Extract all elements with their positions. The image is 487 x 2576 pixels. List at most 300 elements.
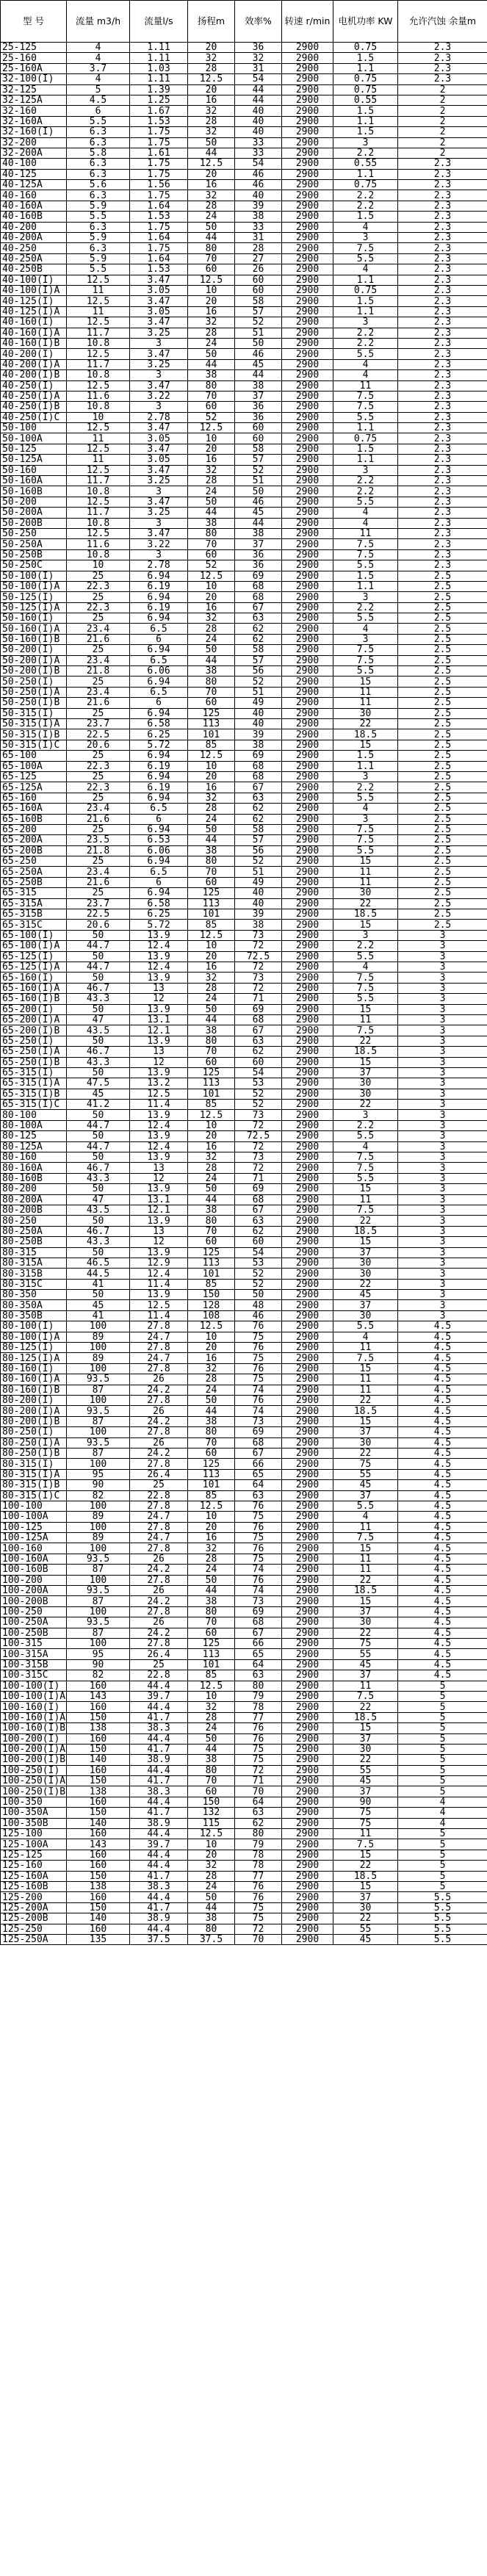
head-m-cell: 16 xyxy=(188,180,235,190)
npsh-m-cell: 3 xyxy=(398,962,487,972)
motor-power-kw-cell: 45 xyxy=(333,1290,398,1300)
flow-m3h-cell: 25 xyxy=(67,571,130,581)
head-m-cell: 44 xyxy=(188,1744,235,1754)
model-cell: 40-160(I) xyxy=(1,317,67,328)
efficiency-pct-cell: 46 xyxy=(235,349,282,359)
table-row xyxy=(1,1448,487,1458)
efficiency-pct-cell: 78 xyxy=(235,1702,282,1712)
speed-rpm-cell: 2900 xyxy=(282,888,333,898)
flow-ls-cell: 38.3 xyxy=(130,1723,188,1733)
table-row xyxy=(1,1247,487,1258)
head-m-cell: 12.5 xyxy=(188,1321,235,1332)
model-cell: 65-160B xyxy=(1,814,67,824)
head-m-cell: 44 xyxy=(188,508,235,518)
npsh-m-cell: 2 xyxy=(398,148,487,158)
model-cell: 65-250(I) xyxy=(1,1036,67,1046)
motor-power-kw-cell: 55 xyxy=(333,1649,398,1659)
npsh-m-cell: 2.3 xyxy=(398,296,487,306)
motor-power-kw-cell: 7.5 xyxy=(333,824,398,834)
speed-rpm-cell: 2900 xyxy=(282,106,333,116)
table-row xyxy=(1,1924,487,1934)
model-cell: 65-125A xyxy=(1,782,67,793)
flow-m3h-cell: 11.7 xyxy=(67,476,130,486)
flow-ls-cell: 27.8 xyxy=(130,1396,188,1406)
motor-power-kw-cell: 11 xyxy=(333,698,398,708)
npsh-m-cell: 4.5 xyxy=(398,1343,487,1353)
speed-rpm-cell: 2900 xyxy=(282,497,333,507)
motor-power-kw-cell: 11 xyxy=(333,1385,398,1395)
motor-power-kw-cell: 5.5 xyxy=(333,1173,398,1183)
efficiency-pct-cell: 62 xyxy=(235,1226,282,1236)
motor-power-kw-cell: 15 xyxy=(333,1543,398,1554)
model-cell: 50-100(I) xyxy=(1,571,67,581)
flow-m3h-cell: 23.4 xyxy=(67,655,130,665)
npsh-m-cell: 4.5 xyxy=(398,1575,487,1585)
table-row xyxy=(1,127,487,137)
flow-ls-cell: 6 xyxy=(130,877,188,887)
efficiency-pct-cell: 50 xyxy=(235,486,282,497)
npsh-m-cell: 4.5 xyxy=(398,1543,487,1554)
flow-ls-cell: 1.53 xyxy=(130,212,188,222)
model-cell: 125-250A xyxy=(1,1934,67,1944)
model-cell: 80-160B xyxy=(1,1173,67,1183)
efficiency-pct-cell: 64 xyxy=(235,1659,282,1670)
flow-ls-cell: 13.1 xyxy=(130,1014,188,1025)
column-header-speed-rpm: 转速 r/min xyxy=(282,1,333,43)
npsh-m-cell: 4.5 xyxy=(398,1480,487,1490)
flow-m3h-cell: 135 xyxy=(67,1934,130,1944)
motor-power-kw-cell: 11 xyxy=(333,1829,398,1839)
table-row xyxy=(1,1067,487,1078)
table-row xyxy=(1,444,487,454)
head-m-cell: 24 xyxy=(188,486,235,497)
table-row xyxy=(1,793,487,803)
head-m-cell: 113 xyxy=(188,719,235,729)
flow-ls-cell: 27.8 xyxy=(130,1638,188,1648)
speed-rpm-cell: 2900 xyxy=(282,1385,333,1395)
table-row xyxy=(1,53,487,63)
npsh-m-cell: 2 xyxy=(398,106,487,116)
speed-rpm-cell: 2900 xyxy=(282,740,333,750)
speed-rpm-cell: 2900 xyxy=(282,476,333,486)
table-row xyxy=(1,1733,487,1744)
speed-rpm-cell: 2900 xyxy=(282,1141,333,1152)
speed-rpm-cell: 2900 xyxy=(282,1628,333,1638)
model-cell: 50-250 xyxy=(1,528,67,538)
head-m-cell: 16 xyxy=(188,782,235,793)
head-m-cell: 85 xyxy=(188,1279,235,1289)
efficiency-pct-cell: 60 xyxy=(235,433,282,444)
head-m-cell: 44 xyxy=(188,359,235,369)
efficiency-pct-cell: 68 xyxy=(235,581,282,591)
speed-rpm-cell: 2900 xyxy=(282,95,333,105)
flow-ls-cell: 12 xyxy=(130,994,188,1004)
efficiency-pct-cell: 74 xyxy=(235,1406,282,1416)
flow-ls-cell: 3.47 xyxy=(130,423,188,433)
flow-ls-cell: 26.4 xyxy=(130,1649,188,1659)
head-m-cell: 28 xyxy=(188,201,235,211)
flow-ls-cell: 6.94 xyxy=(130,771,188,782)
model-cell: 80-200(I)A xyxy=(1,1406,67,1416)
npsh-m-cell: 3 xyxy=(398,1310,487,1321)
model-cell: 125-100A xyxy=(1,1839,67,1850)
column-header-npsh-m: 允许汽蚀 余量m xyxy=(398,1,487,43)
head-m-cell: 32 xyxy=(188,190,235,201)
flow-ls-cell: 44.4 xyxy=(130,1861,188,1871)
flow-ls-cell: 44.4 xyxy=(130,1797,188,1807)
flow-m3h-cell: 160 xyxy=(67,1892,130,1902)
head-m-cell: 28 xyxy=(188,624,235,634)
flow-ls-cell: 6.94 xyxy=(130,645,188,655)
motor-power-kw-cell: 11 xyxy=(333,1522,398,1532)
speed-rpm-cell: 2900 xyxy=(282,560,333,571)
flow-m3h-cell: 46.7 xyxy=(67,1163,130,1173)
head-m-cell: 20 xyxy=(188,1131,235,1141)
flow-m3h-cell: 12.5 xyxy=(67,528,130,538)
flow-ls-cell: 6.94 xyxy=(130,613,188,624)
flow-ls-cell: 27.8 xyxy=(130,1427,188,1437)
motor-power-kw-cell: 75 xyxy=(333,1459,398,1469)
flow-m3h-cell: 143 xyxy=(67,1691,130,1701)
flow-ls-cell: 3.22 xyxy=(130,391,188,401)
efficiency-pct-cell: 49 xyxy=(235,698,282,708)
motor-power-kw-cell: 30 xyxy=(333,1310,398,1321)
head-m-cell: 80 xyxy=(188,380,235,391)
flow-m3h-cell: 150 xyxy=(67,1902,130,1913)
motor-power-kw-cell: 2.2 xyxy=(333,782,398,793)
motor-power-kw-cell: 0.75 xyxy=(333,74,398,84)
motor-power-kw-cell: 5.5 xyxy=(333,1501,398,1511)
table-row xyxy=(1,560,487,571)
efficiency-pct-cell: 74 xyxy=(235,1565,282,1575)
head-m-cell: 24 xyxy=(188,338,235,348)
head-m-cell: 20 xyxy=(188,444,235,454)
motor-power-kw-cell: 30 xyxy=(333,888,398,898)
npsh-m-cell: 2.5 xyxy=(398,708,487,718)
npsh-m-cell: 2.3 xyxy=(398,275,487,285)
model-cell: 40-250 xyxy=(1,243,67,253)
flow-m3h-cell: 100 xyxy=(67,1522,130,1532)
table-row xyxy=(1,719,487,729)
head-m-cell: 50 xyxy=(188,1004,235,1014)
efficiency-pct-cell: 63 xyxy=(235,793,282,803)
flow-ls-cell: 1.75 xyxy=(130,243,188,253)
table-row xyxy=(1,751,487,761)
efficiency-pct-cell: 76 xyxy=(235,1363,282,1374)
npsh-m-cell: 3 xyxy=(398,1014,487,1025)
npsh-m-cell: 2.5 xyxy=(398,719,487,729)
flow-m3h-cell: 4 xyxy=(67,74,130,84)
head-m-cell: 16 xyxy=(188,1353,235,1363)
head-m-cell: 150 xyxy=(188,1797,235,1807)
speed-rpm-cell: 2900 xyxy=(282,1469,333,1479)
model-cell: 32-160 xyxy=(1,106,67,116)
table-row xyxy=(1,1047,487,1057)
efficiency-pct-cell: 62 xyxy=(235,624,282,634)
motor-power-kw-cell: 15 xyxy=(333,1881,398,1891)
flow-m3h-cell: 5.8 xyxy=(67,148,130,158)
flow-m3h-cell: 12.5 xyxy=(67,423,130,433)
flow-ls-cell: 24.2 xyxy=(130,1416,188,1426)
flow-ls-cell: 13.9 xyxy=(130,1152,188,1163)
npsh-m-cell: 2.5 xyxy=(398,645,487,655)
table-row xyxy=(1,1237,487,1247)
model-cell: 80-125(I) xyxy=(1,1343,67,1353)
motor-power-kw-cell: 3 xyxy=(333,814,398,824)
motor-power-kw-cell: 3 xyxy=(333,1110,398,1120)
efficiency-pct-cell: 63 xyxy=(235,1808,282,1818)
flow-m3h-cell: 12.5 xyxy=(67,317,130,328)
speed-rpm-cell: 2900 xyxy=(282,1332,333,1342)
motor-power-kw-cell: 1.1 xyxy=(333,169,398,179)
npsh-m-cell: 4 xyxy=(398,1818,487,1828)
flow-m3h-cell: 10.8 xyxy=(67,402,130,412)
motor-power-kw-cell: 18.5 xyxy=(333,729,398,740)
flow-m3h-cell: 100 xyxy=(67,1606,130,1617)
efficiency-pct-cell: 50 xyxy=(235,1290,282,1300)
motor-power-kw-cell: 1.1 xyxy=(333,275,398,285)
motor-power-kw-cell: 1.5 xyxy=(333,127,398,137)
flow-ls-cell: 44.4 xyxy=(130,1681,188,1691)
efficiency-pct-cell: 70 xyxy=(235,1934,282,1944)
head-m-cell: 44 xyxy=(188,1586,235,1596)
speed-rpm-cell: 2900 xyxy=(282,1047,333,1057)
motor-power-kw-cell: 1.5 xyxy=(333,53,398,63)
efficiency-pct-cell: 63 xyxy=(235,1490,282,1501)
efficiency-pct-cell: 75 xyxy=(235,1554,282,1564)
model-cell: 40-125A xyxy=(1,180,67,190)
flow-ls-cell: 3.25 xyxy=(130,508,188,518)
model-cell: 40-160A xyxy=(1,201,67,211)
npsh-m-cell: 4.5 xyxy=(398,1416,487,1426)
motor-power-kw-cell: 37 xyxy=(333,1892,398,1902)
head-m-cell: 10 xyxy=(188,1512,235,1522)
npsh-m-cell: 3 xyxy=(398,1205,487,1215)
speed-rpm-cell: 2900 xyxy=(282,1057,333,1067)
flow-m3h-cell: 43.3 xyxy=(67,994,130,1004)
motor-power-kw-cell: 11 xyxy=(333,1194,398,1205)
table-row xyxy=(1,1659,487,1670)
flow-ls-cell: 12.4 xyxy=(130,1141,188,1152)
table-row xyxy=(1,1533,487,1543)
table-row xyxy=(1,1078,487,1089)
flow-m3h-cell: 160 xyxy=(67,1765,130,1775)
speed-rpm-cell: 2900 xyxy=(282,1765,333,1775)
model-cell: 80-250 xyxy=(1,1216,67,1226)
model-cell: 125-200A xyxy=(1,1902,67,1913)
npsh-m-cell: 5 xyxy=(398,1861,487,1871)
flow-m3h-cell: 6.3 xyxy=(67,137,130,148)
npsh-m-cell: 4 xyxy=(398,1797,487,1807)
flow-ls-cell: 13.9 xyxy=(130,930,188,940)
flow-m3h-cell: 95 xyxy=(67,1469,130,1479)
flow-m3h-cell: 100 xyxy=(67,1459,130,1469)
head-m-cell: 70 xyxy=(188,867,235,877)
flow-m3h-cell: 100 xyxy=(67,1396,130,1406)
efficiency-pct-cell: 38 xyxy=(235,380,282,391)
flow-ls-cell: 13.9 xyxy=(130,1004,188,1014)
model-cell: 40-125(I) xyxy=(1,296,67,306)
flow-ls-cell: 3 xyxy=(130,402,188,412)
npsh-m-cell: 5 xyxy=(398,1829,487,1839)
speed-rpm-cell: 2900 xyxy=(282,1152,333,1163)
head-m-cell: 101 xyxy=(188,1269,235,1279)
motor-power-kw-cell: 2.2 xyxy=(333,148,398,158)
motor-power-kw-cell: 7.5 xyxy=(333,983,398,993)
npsh-m-cell: 2.3 xyxy=(398,306,487,317)
npsh-m-cell: 2.3 xyxy=(398,233,487,243)
motor-power-kw-cell: 7.5 xyxy=(333,1152,398,1163)
motor-power-kw-cell: 30 xyxy=(333,1744,398,1754)
motor-power-kw-cell: 37 xyxy=(333,1490,398,1501)
npsh-m-cell: 4.5 xyxy=(398,1554,487,1564)
model-cell: 40-200(I) xyxy=(1,349,67,359)
npsh-m-cell: 5 xyxy=(398,1839,487,1850)
speed-rpm-cell: 2900 xyxy=(282,486,333,497)
flow-m3h-cell: 150 xyxy=(67,1776,130,1786)
speed-rpm-cell: 2900 xyxy=(282,539,333,549)
flow-m3h-cell: 11.6 xyxy=(67,539,130,549)
speed-rpm-cell: 2900 xyxy=(282,835,333,845)
motor-power-kw-cell: 22 xyxy=(333,1100,398,1110)
table-row xyxy=(1,1850,487,1860)
model-cell: 40-200(I)B xyxy=(1,370,67,380)
flow-ls-cell: 24.7 xyxy=(130,1332,188,1342)
npsh-m-cell: 5 xyxy=(398,1755,487,1765)
model-cell: 65-200(I)B xyxy=(1,1025,67,1036)
motor-power-kw-cell: 2.2 xyxy=(333,1120,398,1130)
speed-rpm-cell: 2900 xyxy=(282,1839,333,1850)
model-cell: 80-200A xyxy=(1,1194,67,1205)
head-m-cell: 80 xyxy=(188,1765,235,1775)
motor-power-kw-cell: 0.55 xyxy=(333,95,398,105)
model-cell: 100-100 xyxy=(1,1501,67,1511)
head-m-cell: 38 xyxy=(188,1205,235,1215)
head-m-cell: 12.5 xyxy=(188,1681,235,1691)
flow-ls-cell: 44.4 xyxy=(130,1733,188,1744)
table-row xyxy=(1,1808,487,1818)
speed-rpm-cell: 2900 xyxy=(282,1437,333,1448)
flow-ls-cell: 13.2 xyxy=(130,1078,188,1089)
flow-m3h-cell: 43.3 xyxy=(67,1173,130,1183)
flow-ls-cell: 6.58 xyxy=(130,719,188,729)
flow-ls-cell: 27.8 xyxy=(130,1343,188,1353)
flow-m3h-cell: 90 xyxy=(67,1659,130,1670)
motor-power-kw-cell: 7.5 xyxy=(333,1691,398,1701)
npsh-m-cell: 2.5 xyxy=(398,814,487,824)
npsh-m-cell: 4.5 xyxy=(398,1628,487,1638)
efficiency-pct-cell: 75 xyxy=(235,1353,282,1363)
flow-ls-cell: 6.5 xyxy=(130,624,188,634)
motor-power-kw-cell: 18.5 xyxy=(333,1712,398,1722)
head-m-cell: 38 xyxy=(188,666,235,677)
efficiency-pct-cell: 76 xyxy=(235,1575,282,1585)
model-cell: 100-100(I) xyxy=(1,1681,67,1691)
npsh-m-cell: 2.3 xyxy=(398,201,487,211)
head-m-cell: 28 xyxy=(188,476,235,486)
motor-power-kw-cell: 45 xyxy=(333,1776,398,1786)
speed-rpm-cell: 2900 xyxy=(282,845,333,856)
model-cell: 50-250A xyxy=(1,539,67,549)
table-row xyxy=(1,148,487,158)
motor-power-kw-cell: 7.5 xyxy=(333,243,398,253)
head-m-cell: 10 xyxy=(188,1120,235,1130)
speed-rpm-cell: 2900 xyxy=(282,549,333,560)
efficiency-pct-cell: 54 xyxy=(235,1247,282,1258)
flow-m3h-cell: 21.6 xyxy=(67,814,130,824)
model-cell: 80-100(I) xyxy=(1,1321,67,1332)
npsh-m-cell: 2.5 xyxy=(398,804,487,814)
efficiency-pct-cell: 63 xyxy=(235,1036,282,1046)
flow-m3h-cell: 150 xyxy=(67,1712,130,1722)
speed-rpm-cell: 2900 xyxy=(282,53,333,63)
table-row xyxy=(1,1512,487,1522)
head-m-cell: 10 xyxy=(188,581,235,591)
model-cell: 65-200(I)A xyxy=(1,1014,67,1025)
motor-power-kw-cell: 2.2 xyxy=(333,338,398,348)
flow-ls-cell: 3.47 xyxy=(130,380,188,391)
flow-m3h-cell: 20.6 xyxy=(67,920,130,930)
flow-ls-cell: 38.3 xyxy=(130,1881,188,1891)
table-row xyxy=(1,1765,487,1775)
flow-m3h-cell: 3.7 xyxy=(67,63,130,73)
table-row xyxy=(1,687,487,697)
speed-rpm-cell: 2900 xyxy=(282,771,333,782)
speed-rpm-cell: 2900 xyxy=(282,1205,333,1215)
head-m-cell: 60 xyxy=(188,698,235,708)
table-row xyxy=(1,317,487,328)
model-cell: 65-315(I)A xyxy=(1,1078,67,1089)
npsh-m-cell: 4.5 xyxy=(398,1565,487,1575)
flow-ls-cell: 38.9 xyxy=(130,1913,188,1924)
speed-rpm-cell: 2900 xyxy=(282,74,333,84)
flow-ls-cell: 6 xyxy=(130,698,188,708)
motor-power-kw-cell: 4 xyxy=(333,508,398,518)
motor-power-kw-cell: 0.75 xyxy=(333,433,398,444)
model-cell: 125-160 xyxy=(1,1861,67,1871)
model-cell: 50-160A xyxy=(1,476,67,486)
flow-m3h-cell: 22.3 xyxy=(67,581,130,591)
flow-m3h-cell: 11.7 xyxy=(67,508,130,518)
head-m-cell: 125 xyxy=(188,1638,235,1648)
table-row xyxy=(1,1321,487,1332)
flow-m3h-cell: 12.5 xyxy=(67,296,130,306)
efficiency-pct-cell: 69 xyxy=(235,751,282,761)
table-row xyxy=(1,328,487,338)
motor-power-kw-cell: 7.5 xyxy=(333,835,398,845)
flow-m3h-cell: 25 xyxy=(67,645,130,655)
motor-power-kw-cell: 7.5 xyxy=(333,1353,398,1363)
flow-ls-cell: 41.7 xyxy=(130,1902,188,1913)
model-cell: 80-315 xyxy=(1,1247,67,1258)
model-cell: 100-315C xyxy=(1,1670,67,1681)
model-cell: 65-250(I)A xyxy=(1,1047,67,1057)
npsh-m-cell: 2.5 xyxy=(398,888,487,898)
npsh-m-cell: 3 xyxy=(398,1131,487,1141)
npsh-m-cell: 4.5 xyxy=(398,1606,487,1617)
npsh-m-cell: 2.5 xyxy=(398,909,487,920)
efficiency-pct-cell: 67 xyxy=(235,1448,282,1458)
table-row xyxy=(1,508,487,518)
table-row xyxy=(1,285,487,295)
flow-ls-cell: 12.9 xyxy=(130,1258,188,1268)
head-m-cell: 80 xyxy=(188,677,235,687)
npsh-m-cell: 3 xyxy=(398,951,487,962)
npsh-m-cell: 2.3 xyxy=(398,391,487,401)
flow-m3h-cell: 12.5 xyxy=(67,275,130,285)
motor-power-kw-cell: 37 xyxy=(333,1786,398,1797)
flow-ls-cell: 3.25 xyxy=(130,359,188,369)
